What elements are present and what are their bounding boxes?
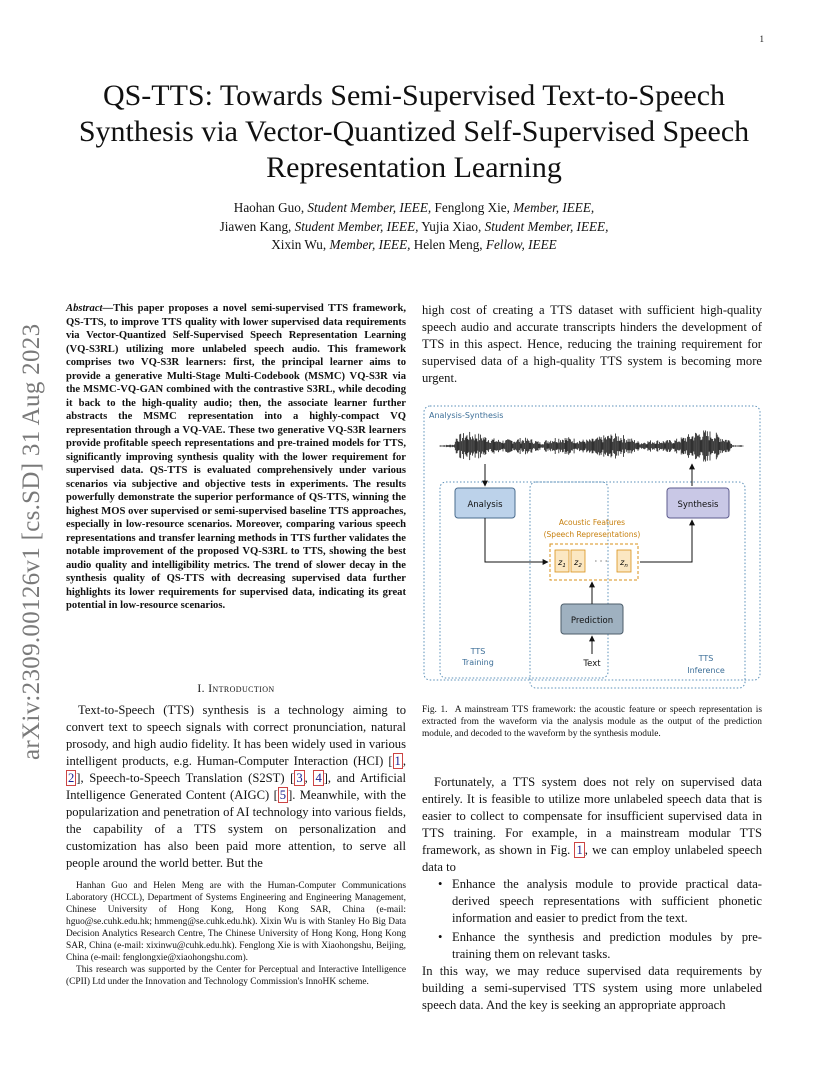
tts-training-label: TTS <box>470 647 486 656</box>
section-number: I. <box>197 683 205 695</box>
body-paragraph: high cost of creating a TTS dataset with sufficient high-quality speech audio and accurate transcripts hinders the development of TTS in this aspect. Hence, reducing the training requirement for supervised data of a high-quality TTS system is becoming more urgent. <box>422 303 762 385</box>
intro-text: Text-to-Speech (TTS) synthesis is a technology aiming to convert text to speech signals with correct pronunciation, natural prosody, and high audio fidelity. It has been widely used in various intelligent products, e.g. Human-Computer Interaction (HCI) [ <box>66 703 406 768</box>
citation-link[interactable]: 2 <box>68 771 75 785</box>
section-heading <box>66 683 406 695</box>
figure-reference-link[interactable]: 1 <box>576 843 583 857</box>
author-list <box>100 199 728 255</box>
acoustic-features-sublabel: (Speech Representations) <box>543 530 641 539</box>
figure-tts-framework <box>422 402 762 692</box>
acoustic-features-label: Acoustic Features <box>558 518 626 527</box>
footnote-funding: This research was supported by the Center for Perceptual and Interactive Intelligence (CPII) Ltd under the Innovation and Technology Commission's InnoHK scheme. <box>66 965 406 987</box>
footnote <box>66 880 406 988</box>
author-name: Xixin Wu, <box>271 237 327 252</box>
list-item: • Enhance the analysis module to provide practical data-derived speech representations with sufficient phonetic information and easier to predict from the text. <box>438 876 762 927</box>
figure-caption <box>422 704 762 740</box>
feature-z1: $z_1$ <box>558 558 566 569</box>
author-title: Student Member, IEEE, <box>294 218 419 234</box>
tts-inference-label: TTS <box>698 654 714 663</box>
body-paragraph: In this way, we may reduce supervised data requirements by building a semi-supervised TTS system using more unlabeled speech data. And the key is seeking an appropriate approach <box>422 964 762 1012</box>
synthesis-label: Synthesis <box>677 500 719 510</box>
page-number: 1 <box>759 34 764 44</box>
author-title: Member, IEEE, <box>329 237 411 252</box>
intro-paragraph <box>66 702 406 872</box>
arxiv-stamp: arXiv:2309.00126v1 [cs.SD] 31 Aug 2023 <box>18 323 45 760</box>
prediction-label: Prediction <box>570 616 614 626</box>
paper-title: QS-TTS: Towards Semi-Supervised Text-to-Speech Synthesis via Vector-Quantized Self-Supervised Speech Representation Learning <box>78 79 750 184</box>
author-title: Student Member, IEEE, <box>484 218 609 234</box>
section-title: Introduction <box>208 683 275 695</box>
text-input-label: Text <box>583 659 601 669</box>
abstract-text: —This paper proposes a novel semi-supervised TTS framework, QS-TTS, to improve TTS quality with lower supervised data requirements via Vector-Quantized Self-Supervised Speech Representation Learning (VQ-S3RL) utilizing more unlabeled speech audio. This framework comprises two VQ-S3R learners: first, the principal learner aims to provide a generative Multi-Stage Multi-Codebook (MSMC) VQ-S3R via the MSMC-VQ-GAN combined with the contrastive S3RL, while decoding it back to the high-quality audio; then, the associate learner further abstracts the MSMC representation into a highly-compact VQ representation through a VQ-VAE. These two generative VQ-S3R learners provide profitable speech representations and pre-trained models for TTS, significantly improving synthesis quality with the lower requirement for supervised data. QS-TTS is evaluated comprehensively under various scenarios via subjective and objective tests in experiments. The results powerfully demonstrate the superior performance of QS-TTS, winning the highest MOS over supervised or semi-supervised baseline TTS approaches, especially in low-resource scenarios. Moreover, comparing various speech representations and transfer learning methods in TTS further validates the notable improvement of the proposed VQ-S3RL to TTS, showing the best audio quality and intelligibility metrics. The trend of slower decay in the synthesis quality of QS-TTS with decreasing supervised data further highlights its lower requirements for supervised data, indicating its great potential in low-resource scenarios. <box>66 303 406 611</box>
body-text: Fortunately, a TTS system does not rely on supervised data entirely. It is feasible to utilize more unlabeled speech data that is easier to collect to compensate for insufficient supervised data in TTS training. For example, in a mainstream modular TTS framework, as shown in Fig. <box>422 775 762 857</box>
author-name: Haohan Guo, <box>233 200 305 215</box>
citation-link[interactable]: 3 <box>296 771 303 785</box>
author-name: Yujia Xiao, <box>421 218 482 234</box>
list-item: • Enhance the synthesis and prediction modules by pre-training them on relevant tasks. <box>438 929 762 963</box>
intro-text: , <box>304 771 314 785</box>
author-title: Fellow, IEEE <box>485 237 557 252</box>
abstract <box>66 302 406 613</box>
author-title: Member, IEEE, <box>513 200 595 215</box>
bullet-list <box>438 876 762 965</box>
body-paragraph <box>422 774 762 876</box>
citation-link[interactable]: 4 <box>315 771 322 785</box>
intro-text: , <box>402 754 406 768</box>
intro-text: ], and Artificial Intelligence Generated Content (AIGC) [ <box>66 771 406 802</box>
author-title: Student Member, IEEE, <box>307 200 432 215</box>
figure-caption-label: Fig. 1. <box>422 705 448 715</box>
intro-text: ]. Meanwhile, with the popularization and penetration of AI technology into various fields, the capability of a TTS system on personalization and customization has also been paid more attention, to serve all people around the world better. But the <box>66 788 406 870</box>
author-name: Helen Meng, <box>413 237 483 252</box>
figure-caption-text: A mainstream TTS framework: the acoustic feature or speech representation is extracted from the waveform via the analysis module as the output of the prediction module, and decoded to the waveform by the synthesis module. <box>422 705 763 739</box>
analysis-synthesis-label: Analysis-Synthesis <box>429 411 504 420</box>
citation-link[interactable]: 5 <box>279 788 287 802</box>
analysis-label: Analysis <box>467 500 503 510</box>
author-name: Fenglong Xie, <box>434 200 510 215</box>
feature-ellipsis: · · · <box>594 557 608 566</box>
feature-zn: $z_n$ <box>620 558 628 569</box>
tts-inference-label: Inference <box>687 666 725 675</box>
author-name: Jiawen Kang, <box>219 218 292 234</box>
waveform <box>440 430 743 461</box>
citation-link[interactable]: 1 <box>394 754 401 768</box>
intro-text: ], Speech-to-Speech Translation (S2ST) [ <box>76 771 295 785</box>
feature-z2: $z_2$ <box>574 558 582 569</box>
abstract-lead: Abstract <box>66 303 103 314</box>
footnote-affiliations: Hanhan Guo and Helen Meng are with the Human-Computer Communications Laboratory (HCCL), Department of Systems Engineering and Engineering Management, Chinese University of Hong Kong, Hong Kong SAR, China (e-mail: hguo@se.cuhk.edu.hk; hmmeng@se.cuhk.edu.hk). Xixin Wu is with Stanley Ho Big Data Decision Analytics Research Centre, The Chinese University of Hong Kong, Hong Kong SAR, China (e-mail: xixinwu@cuhk.edu.hk). Fenglong Xie is with Xiaohongshu, Beijing, China (e-mail: fenglongxie@xiaohongshu.com). <box>66 881 406 963</box>
body-text: , we can employ unlabeled speech data to <box>422 843 762 874</box>
tts-training-label: Training <box>462 658 494 667</box>
